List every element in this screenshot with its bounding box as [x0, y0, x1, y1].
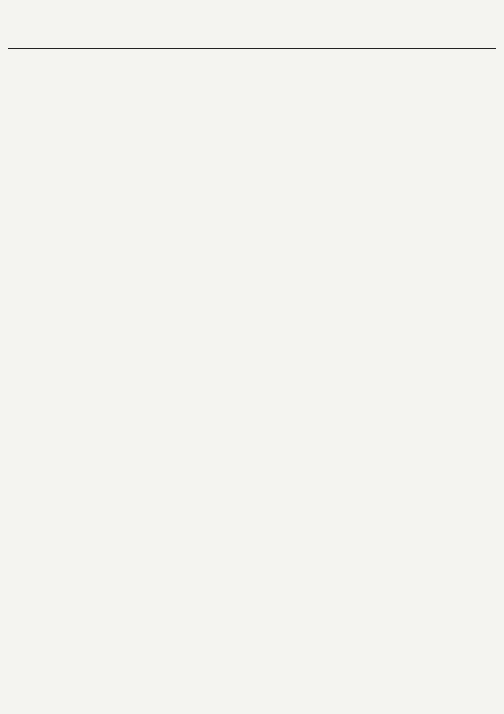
table-header — [8, 20, 496, 48]
header-rule — [8, 48, 496, 49]
